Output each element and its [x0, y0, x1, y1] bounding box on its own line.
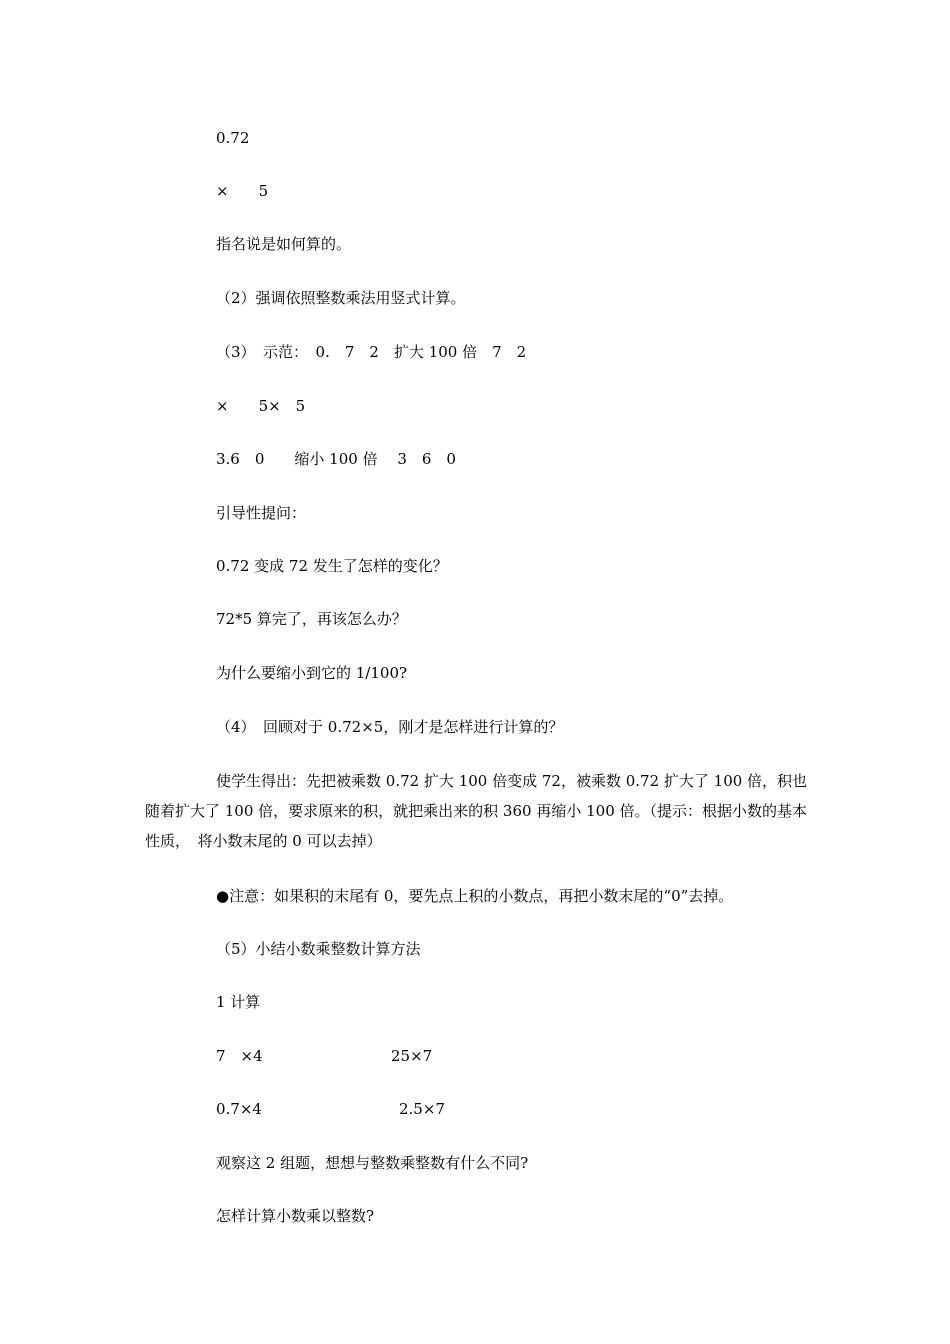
- exercise-title: 1 计算: [216, 993, 261, 1011]
- text-line: 0.72 变成 72 发生了怎样的变化？: [216, 557, 448, 575]
- exercise-item: 0.7×4: [216, 1100, 262, 1118]
- text-line: 72*5 算完了，再该怎么办？: [216, 610, 407, 628]
- text-line: 指名说是如何算的。: [216, 235, 352, 253]
- summary-line: （5）小结小数乘整数计算方法: [216, 940, 421, 958]
- text-line: （3） 示范： 0. 7 2 扩大 100 倍 7 2: [216, 343, 527, 361]
- exercise-item: 25×7: [391, 1047, 433, 1065]
- text-line: 3.6 0 缩小 100 倍 3 6 0: [216, 450, 456, 468]
- question-line: 观察这 2 组题，想想与整数乘整数有什么不同?: [216, 1154, 529, 1172]
- paragraph: 使学生得出：先把被乘数 0.72 扩大 100 倍变成 72，被乘数 0.72 扩大了 100 倍，积也随着扩大了 100 倍，要求原来的积，就把乘出来的积 360 再缩小 100 倍。（提示：根据小数的基本性质， 将小数末尾的 0 可以去掉）: [145, 772, 808, 850]
- exercise-item: 2.5×7: [399, 1100, 445, 1118]
- text-line: × 5× 5: [216, 397, 306, 415]
- text-line: 引导性提问：: [216, 504, 307, 522]
- text-line: × 5: [216, 182, 269, 200]
- text-line: （4） 回顾对于 0.72×5，刚才是怎样进行计算的？: [216, 718, 564, 736]
- text-line: 为什么要缩小到它的 1/100?: [216, 664, 408, 682]
- exercise-item: 7 ×4: [216, 1047, 263, 1065]
- question-line: 怎样计算小数乘以整数?: [216, 1207, 375, 1225]
- text-line: （2）强调依照整数乘法用竖式计算。: [216, 289, 466, 307]
- text-line: 0.72: [216, 129, 250, 147]
- note-line: ●注意：如果积的末尾有 0，要先点上积的小数点，再把小数末尾的“0”去掉。: [216, 887, 734, 905]
